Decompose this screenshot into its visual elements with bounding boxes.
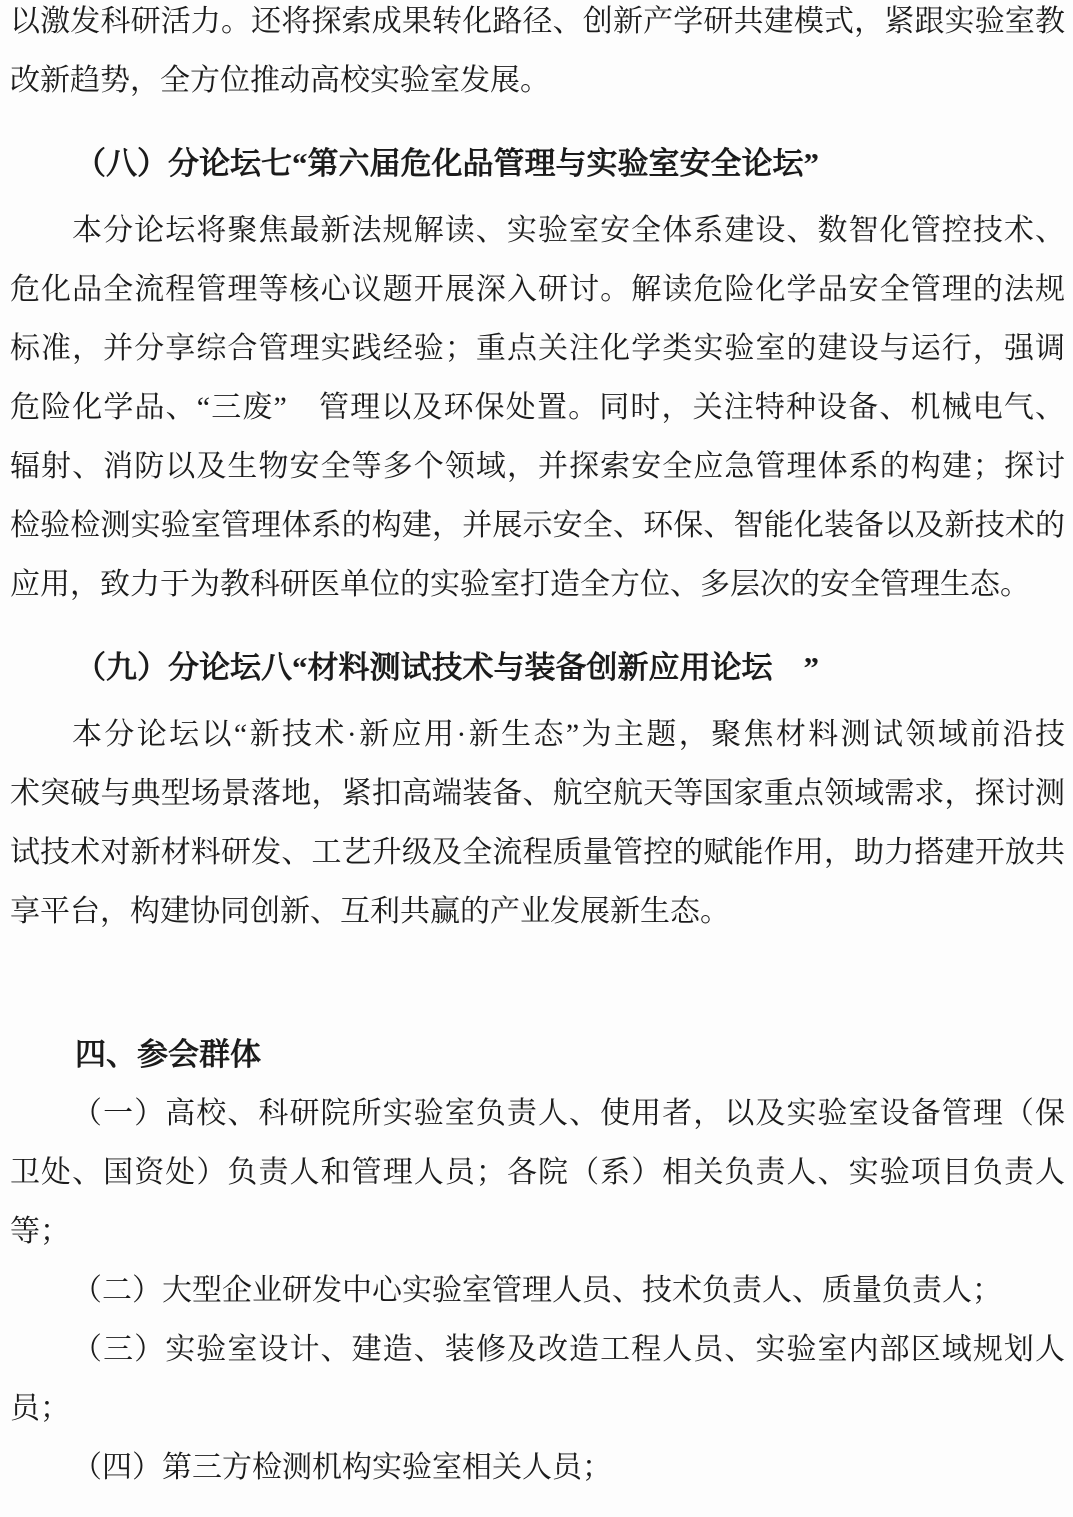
forum7-paragraph <box>10 201 1065 614</box>
body-line: 以激发科研活力。还将探索成果转化路径、创新产学研共建模式，紧跟实验室教 <box>10 5 1065 38</box>
body-line: 术突破与典型场景落地，紧扣高端装备、航空航天等国家重点领域需求，探讨测 <box>10 777 1065 810</box>
body-line: （一）高校、科研院所实验室负责人、使用者，以及实验室设备管理（保 <box>72 1097 1065 1130</box>
section-heading-forum7: （八）分论坛七“第六届危化品管理与实验室安全论坛” <box>75 146 819 181</box>
intro-paragraph <box>10 0 1065 110</box>
body-line: 危化品全流程管理等核心议题开展深入研讨。解读危险化学品安全管理的法规 <box>10 273 1065 306</box>
body-line: （二）大型企业研发中心实验室管理人员、技术负责人、质量负责人； <box>72 1274 1002 1307</box>
body-line: 等； <box>10 1215 70 1248</box>
section-heading-attendees: 四、参会群体 <box>75 1037 261 1072</box>
body-line: 员； <box>10 1392 70 1425</box>
section-heading-forum8: （九）分论坛八“材料测试技术与装备创新应用论坛 ” <box>75 650 819 685</box>
body-line: 本分论坛以“新技术·新应用·新生态”为主题，聚焦材料测试领域前沿技 <box>72 718 1065 751</box>
attendee-item-2 <box>10 1261 1065 1320</box>
attendee-item-4 <box>10 1438 1065 1497</box>
body-line: （四）第三方检测机构实验室相关人员； <box>72 1451 612 1484</box>
body-line: 应用，致力于为教科研医单位的实验室打造全方位、多层次的安全管理生态。 <box>10 568 1030 601</box>
body-line: 试技术对新材料研发、工艺升级及全流程质量管控的赋能作用，助力搭建开放共 <box>10 836 1065 869</box>
attendee-item-3 <box>10 1320 1065 1438</box>
body-line: 改新趋势，全方位推动高校实验室发展。 <box>10 64 550 97</box>
body-line: 检验检测实验室管理体系的构建，并展示安全、环保、智能化装备以及新技术的 <box>10 509 1065 542</box>
body-line: 危险化学品、“三废” 管理以及环保处置。同时，关注特种设备、机械电气、 <box>10 391 1065 424</box>
body-line: 标准，并分享综合管理实践经验；重点关注化学类实验室的建设与运行，强调 <box>10 332 1065 365</box>
body-line: 本分论坛将聚焦最新法规解读、实验室安全体系建设、数智化管控技术、 <box>72 214 1065 247</box>
attendee-item-1 <box>10 1084 1065 1261</box>
body-line: 享平台，构建协同创新、互利共赢的产业发展新生态。 <box>10 895 730 928</box>
body-line: 卫处、国资处）负责人和管理人员；各院（系）相关负责人、实验项目负责人 <box>10 1156 1065 1189</box>
body-line: （三）实验室设计、建造、装修及改造工程人员、实验室内部区域规划人 <box>72 1333 1065 1366</box>
forum8-paragraph <box>10 705 1065 941</box>
body-line: 辐射、消防以及生物安全等多个领域，并探索安全应急管理体系的构建；探讨 <box>10 450 1065 483</box>
